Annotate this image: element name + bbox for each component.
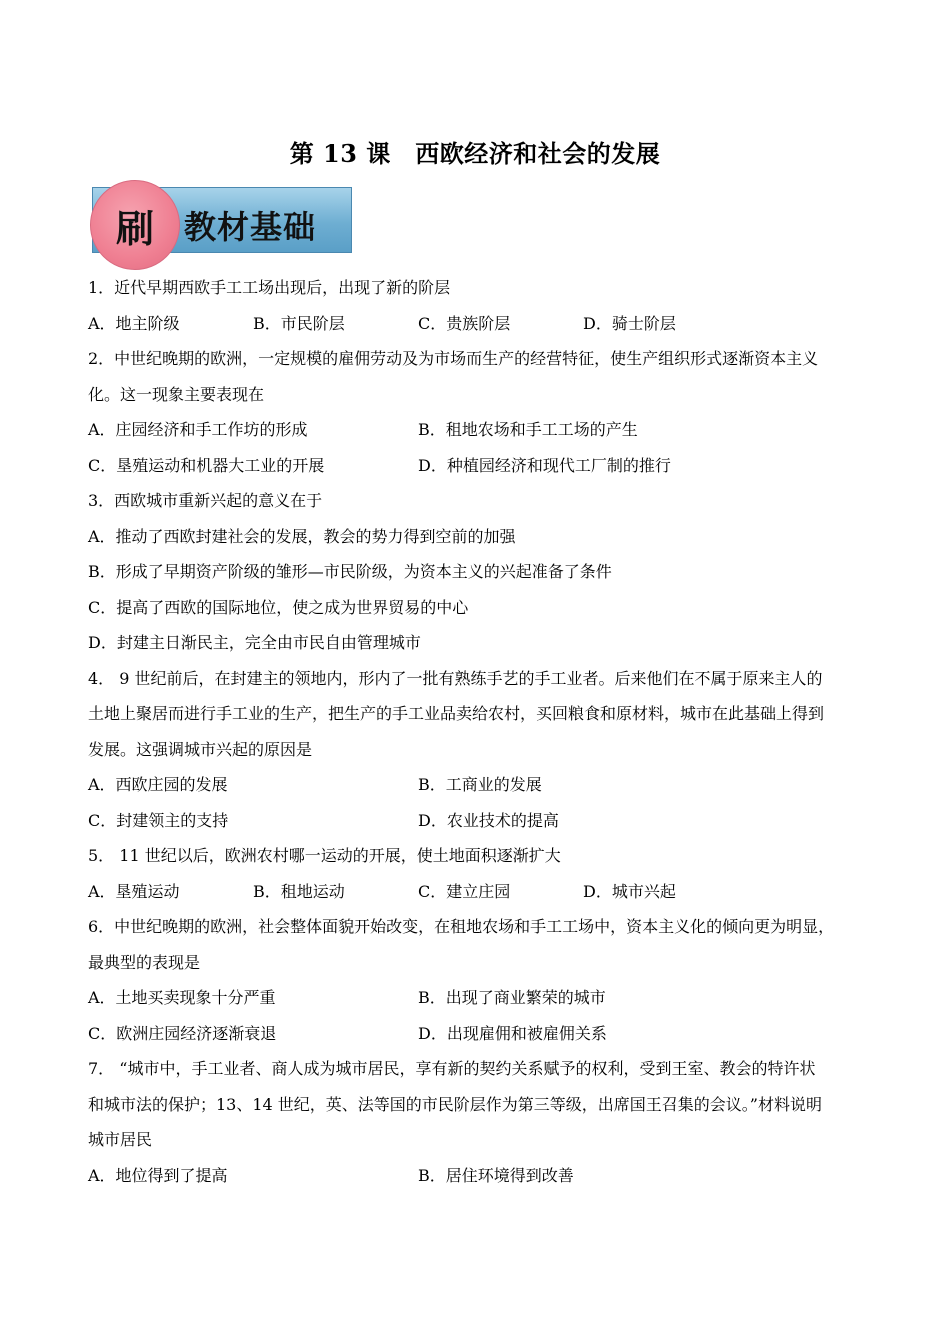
option-b[interactable]: B．工商业的发展 [418,775,542,794]
question-stem: 城市居民 [88,1130,153,1149]
option-b[interactable]: B．市民阶层 [253,313,345,333]
banner-badge: 刷 [90,180,180,270]
option-d[interactable]: D．农业技术的提高 [418,810,559,830]
question-1 [88,270,860,341]
question-stem: 1．近代早期西欧手工工场出现后，出现了新的阶层 [88,278,451,297]
question-stem: 化。这一现象主要表现在 [88,384,265,404]
question-stem: 5． 11 世纪以后，欧洲农村哪一运动的开展，使土地面积逐渐扩大 [88,846,561,865]
option-c[interactable]: C．提高了西欧的国际地位，使之成为世界贸易的中心 [88,597,469,617]
question-stem: 土地上聚居而进行手工业的生产，把生产的手工业品卖给农村，买回粮食和原材料，城市在此基础上得到 [88,704,825,723]
question-4 [88,661,860,839]
option-d[interactable]: D．城市兴起 [583,881,676,901]
option-a[interactable]: A．西欧庄园的发展 [88,775,228,794]
question-5 [88,838,860,909]
question-stem: 6．中世纪晚期的欧洲，社会整体面貌开始改变，在租地农场和手工工场中，资本主义化的倾向更为明显， [88,917,835,936]
options-row [88,980,860,1016]
question-stem: 7． “城市中，手工业者、商人成为城市居民，享有新的契约关系赋予的权利，受到王室、教会的特许状 [88,1059,816,1078]
option-a[interactable]: A．地位得到了提高 [88,1165,228,1185]
question-stem: 发展。这强调城市兴起的原因是 [88,739,313,759]
option-c[interactable]: C．贵族阶层 [418,313,511,333]
option-c[interactable]: C．建立庄园 [418,881,511,901]
question-list [88,270,860,1193]
options-row [88,448,860,484]
options-row [88,874,860,910]
option-c[interactable]: C．封建领主的支持 [88,810,229,830]
option-d[interactable]: D．骑士阶层 [583,313,676,333]
option-c[interactable]: C．垦殖运动和机器大工业的开展 [88,455,325,475]
option-d[interactable]: D．种植园经济和现代工厂制的推行 [418,455,671,475]
question-7 [88,1051,860,1193]
banner-label: 教材基础 [184,208,317,246]
option-b[interactable]: B．出现了商业繁荣的城市 [418,988,606,1007]
option-a[interactable]: A．地主阶级 [88,313,180,333]
question-stem: 4． 9 世纪前后，在封建主的领地内，形内了一批有熟练手艺的手工业者。后来他们在不属于原来主人的 [88,668,823,688]
options-row [88,1158,860,1194]
question-stem: 最典型的表现是 [88,952,201,972]
question-2 [88,341,860,483]
option-d[interactable]: D．出现雇佣和被雇佣关系 [418,1023,607,1043]
page-title: 第 13 课 西欧经济和社会的发展 [289,139,661,168]
option-b[interactable]: B．租地运动 [253,881,345,901]
option-b[interactable]: B．租地农场和手工工场的产生 [418,420,638,439]
option-a[interactable]: A．庄园经济和手工作坊的形成 [88,420,308,439]
question-stem: 和城市法的保护；13、14 世纪，英、法等国的市民阶层作为第三等级，出席国王召集的会议。”材料说明 [88,1094,822,1114]
question-stem: 3．西欧城市重新兴起的意义在于 [88,491,323,510]
option-a[interactable]: A．垦殖运动 [88,881,180,901]
options-row [88,1016,860,1052]
options-row [88,767,860,803]
option-b[interactable]: B．形成了早期资产阶级的雏形—市民阶级，为资本主义的兴起准备了条件 [88,562,612,581]
options-row [88,306,860,342]
question-3 [88,483,860,661]
option-a[interactable]: A．推动了西欧封建社会的发展，教会的势力得到空前的加强 [88,526,516,546]
section-banner [88,186,354,258]
option-b[interactable]: B．居住环境得到改善 [418,1165,574,1185]
option-a[interactable]: A．土地买卖现象十分严重 [88,988,276,1007]
question-stem: 2．中世纪晚期的欧洲，一定规模的雇佣劳动及为市场而生产的经营特征，使生产组织形式逐渐资本主义 [88,349,819,368]
options-row [88,803,860,839]
options-row [88,412,860,448]
question-6 [88,909,860,1051]
option-d[interactable]: D．封建主日渐民主，完全由市民自由管理城市 [88,633,421,652]
option-c[interactable]: C．欧洲庄园经济逐渐衰退 [88,1023,277,1043]
